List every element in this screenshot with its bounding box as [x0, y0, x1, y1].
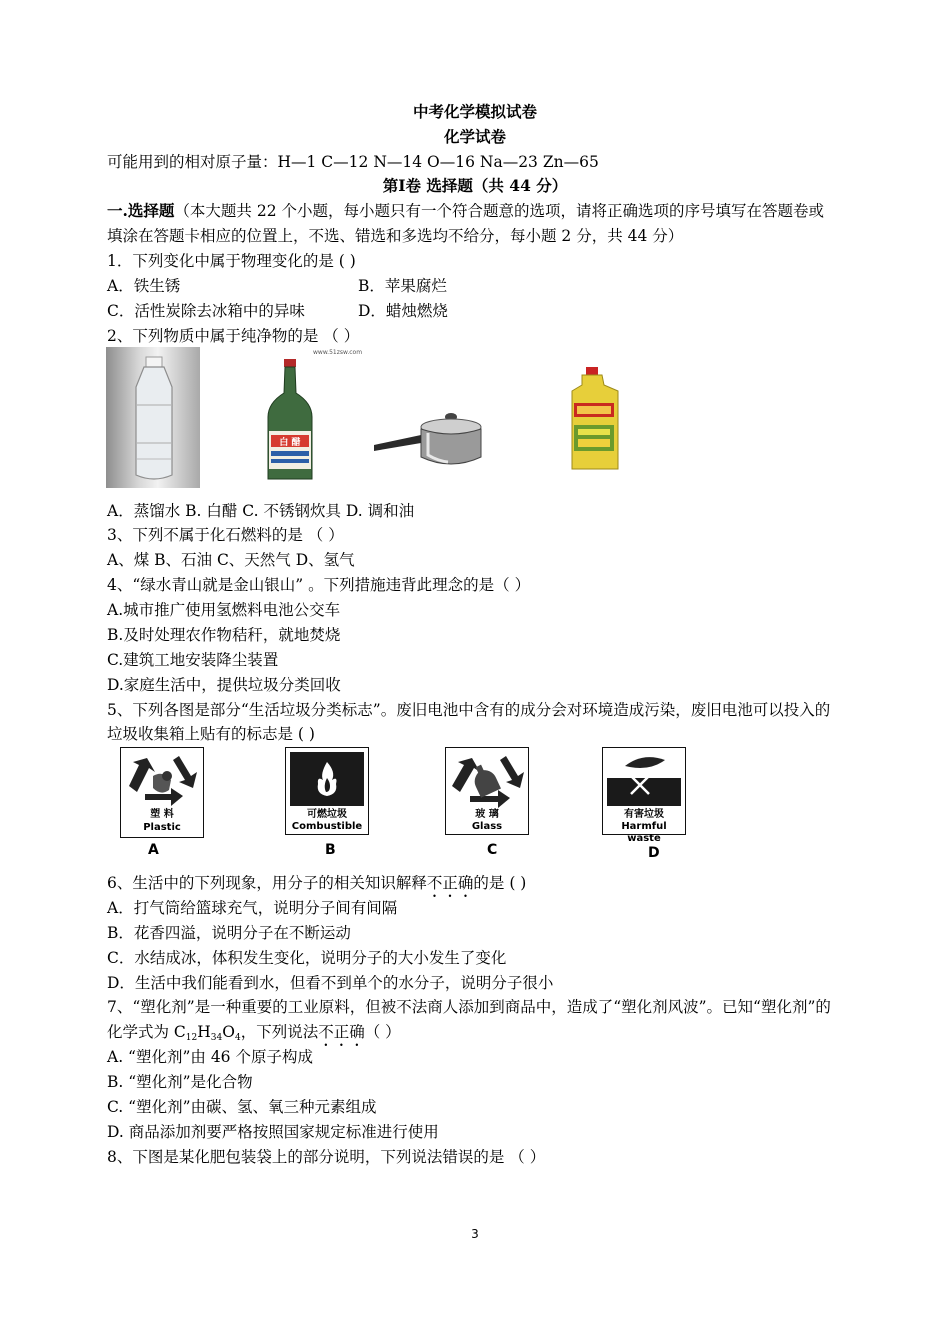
sign-harmful-waste [602, 747, 686, 844]
stainless-pot-image [368, 405, 498, 485]
q7-option-d: D. 商品添加剂要严格按照国家规定标准进行使用 [107, 1123, 439, 1141]
q7-stem-line1: 7、“塑化剂”是一种重要的工业原料，但被不法商人添加到商品中，造成了“塑化剂风波”。已知“塑化剂”的 [107, 998, 831, 1016]
q7-sub-o: 4 [234, 1033, 241, 1043]
q4-option-b: B.及时处理农作物秸秆，就地焚烧 [107, 626, 341, 644]
sign-letter-a: A [148, 842, 159, 858]
sign-glass-cn: 玻 璃 [475, 809, 499, 820]
page-number: 3 [471, 1227, 479, 1241]
q5-stem-line2: 垃圾收集箱上贴有的标志是 ( ) [107, 725, 315, 743]
sign-harmful-en: Harmful waste [621, 821, 667, 844]
q6-stem-pre: 6、生活中的下列现象，用分子的相关知识解释 [107, 874, 427, 892]
q2-options: A．蒸馏水 B. 白醋 C. 不锈钢炊具 D. 调和油 [107, 502, 415, 520]
q6-option-c: C．水结成冰，体积发生变化，说明分子的大小发生了变化 [107, 949, 507, 967]
q5-stem-line1: 5、下列各图是部分“生活垃圾分类标志”。废旧电池中含有的成分会对环境造成污染，废旧电池可以投入的 [107, 701, 831, 719]
sign-plastic-en: Plastic [143, 822, 181, 833]
q6-option-a: A．打气筒给篮球充气，说明分子间有间隔 [107, 899, 398, 917]
image-watermark: www.51zsw.com [313, 349, 363, 356]
volume-title: 第Ⅰ卷 选择题（共 44 分） [382, 176, 568, 195]
blended-oil-jug-image [568, 365, 623, 475]
q6-stem-emphasis: 不正确 [426, 874, 474, 892]
section-instructions-line1 [107, 200, 824, 222]
q1-option-c: C．活性炭除去冰箱中的异味 [107, 302, 305, 320]
sign-plastic-cn: 塑 料 [150, 809, 174, 820]
recycle-plastic-icon [121, 750, 203, 810]
sign-letter-d: D [648, 845, 660, 861]
q7-stem-mid: ，下列说法 [240, 1023, 319, 1041]
harmful-waste-icon [603, 748, 685, 808]
distilled-water-bottle-image [106, 347, 200, 488]
sign-combustible [285, 747, 369, 835]
q7-stem-emphasis: 不正确 [318, 1023, 365, 1041]
vinegar-label-text: 白 醋 [279, 438, 301, 448]
white-vinegar-bottle-image [255, 347, 380, 487]
q1-option-d: D．蜡烛燃烧 [358, 302, 448, 320]
section-instructions-line2: 填涂在答题卡相应的位置上，不选、错选和多选均不给分，每小题 2 分，共 44 分） [107, 227, 684, 245]
q3-options: A、煤 B、石油 C、天然气 D、氢气 [107, 551, 355, 569]
sign-glass-en: Glass [471, 821, 503, 832]
q4-option-d: D.家庭生活中，提供垃圾分类回收 [107, 676, 341, 694]
q6-option-b: B．花香四溢，说明分子在不断运动 [107, 924, 351, 942]
exam-title: 中考化学模拟试卷 [412, 102, 537, 121]
q7-option-c: C. “塑化剂”由碳、氢、氧三种元素组成 [107, 1098, 377, 1116]
flame-icon [290, 752, 364, 806]
q1-option-b: B．苹果腐烂 [358, 277, 447, 295]
q8-stem: 8、下图是某化肥包装袋上的部分说明，下列说法错误的是 （ ） [107, 1148, 546, 1166]
q7-stem-post: （ ） [364, 1023, 401, 1041]
q7-option-b: B. “塑化剂”是化合物 [107, 1073, 253, 1091]
q2-stem: 2、下列物质中属于纯净物的是 （ ） [107, 327, 360, 345]
section-label: 一.选择题 [107, 201, 175, 220]
q7-option-a: A. “塑化剂”由 46 个原子构成 [107, 1048, 313, 1066]
section-instr-text: （本大题共 22 个小题，每小题只有一个符合题意的选项，请将正确选项的序号填写在答题卷或 [174, 202, 824, 220]
exam-subtitle: 化学试卷 [443, 127, 506, 146]
q6-stem-post: 的是 ( ) [473, 874, 527, 892]
q1-option-a: A．铁生锈 [107, 277, 181, 295]
q4-stem: 4、“绿水青山就是金山银山” 。下列措施违背此理念的是（ ） [107, 576, 531, 594]
q6-option-d: D．生活中我们能看到水，但看不到单个的水分子，说明分子很小 [107, 974, 554, 992]
q1-stem: 1．下列变化中属于物理变化的是 ( ) [107, 252, 356, 270]
q7-formula-h: H [197, 1023, 211, 1041]
sign-harmful-cn: 有害垃圾 [624, 809, 664, 820]
recycle-glass-icon [446, 750, 528, 810]
sign-glass [445, 747, 529, 835]
sign-combustible-en: Combustible [291, 821, 363, 832]
sign-letter-c: C [487, 842, 498, 858]
q7-formula-c: 化学式为 C [107, 1023, 186, 1041]
q3-stem: 3、下列不属于化石燃料的是 （ ） [107, 526, 344, 544]
q7-sub-h: 34 [210, 1033, 223, 1043]
sign-combustible-cn: 可燃垃圾 [307, 809, 347, 820]
sign-letter-b: B [325, 842, 336, 858]
sign-plastic [120, 747, 204, 838]
atomic-mass-line: 可能用到的相对原子量：H—1 C—12 N—14 O—16 Na—23 Zn—65 [107, 153, 599, 171]
q7-sub-c: 12 [185, 1033, 198, 1043]
q4-option-a: A.城市推广使用氢燃料电池公交车 [107, 601, 341, 619]
q4-option-c: C.建筑工地安装降尘装置 [107, 651, 279, 669]
q7-formula-o: O [222, 1023, 235, 1041]
